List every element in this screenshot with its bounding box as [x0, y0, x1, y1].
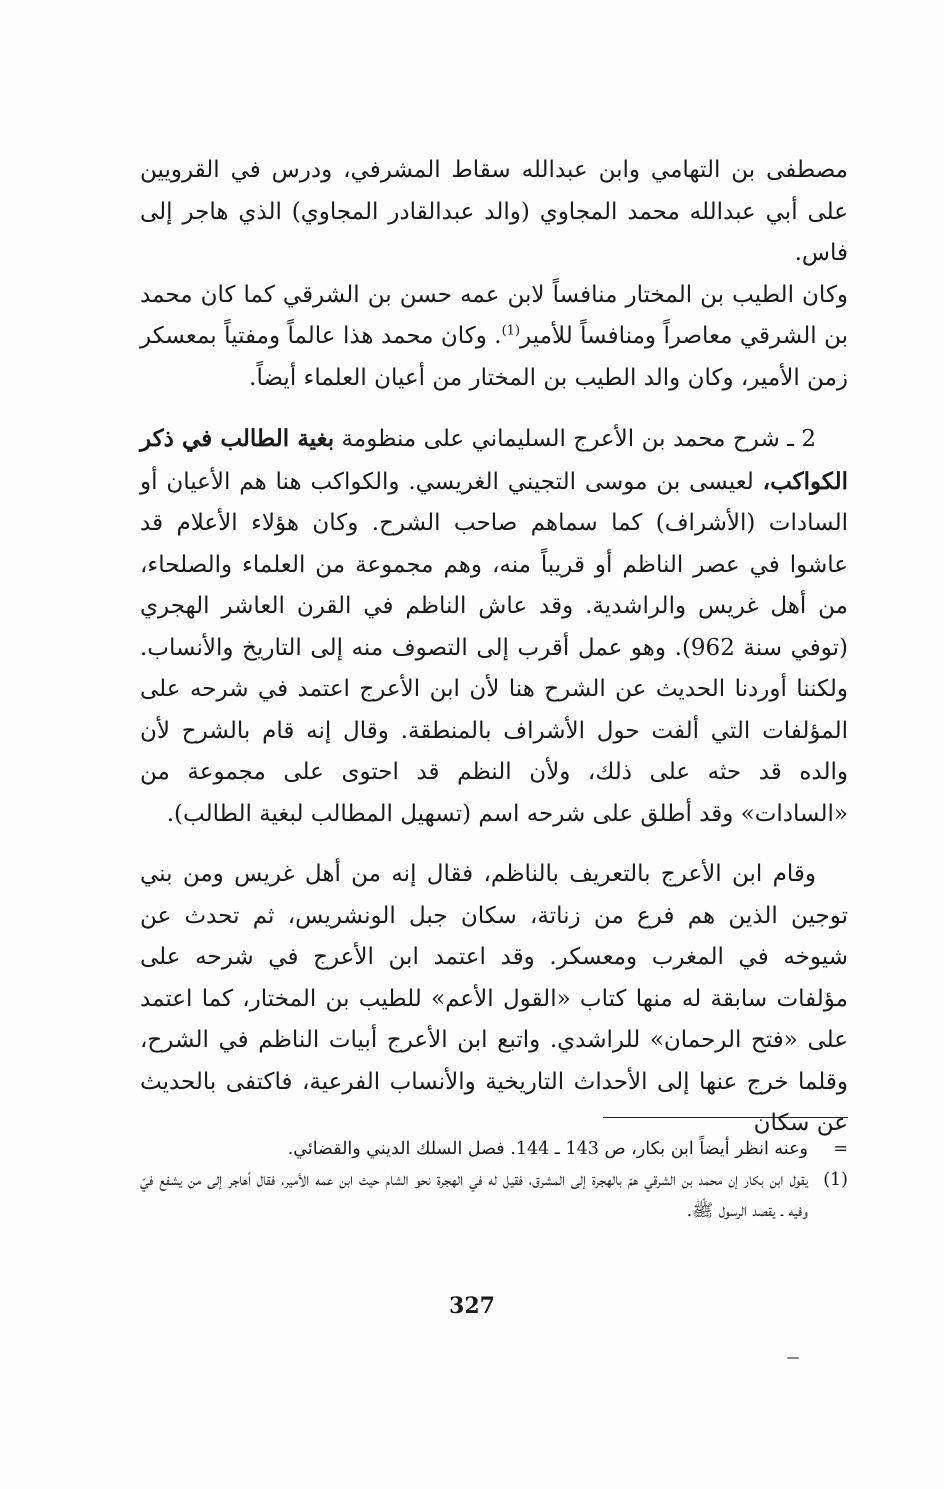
footnote-divider	[603, 1117, 848, 1118]
paragraph-3	[140, 418, 848, 835]
paragraph-2	[140, 275, 848, 400]
paragraph-3-text-plain-2: لعيسى بن موسى التجيني الغريسي. والكواكب هنا هم الأعيان أو السادات (الأشراف) كما سماهم صاحب الشرح. وكان هؤلاء الأعلام قد عاشوا في عصر الناظم أو قريباً منه، وهم مجموعة من العلماء والصلحاء، من أهل غريس والراشدية. وقد عاش الناظم في القرن العاشر الهجري (توفي سنة 962). وهو عمل أقرب إلى التصوف منه إلى التاريخ والأنساب. ولكننا أوردنا الحديث عن الشرح هنا لأن ابن الأعرج اعتمد في شرحه على المؤلفات التي ألفت حول الأشراف بالمنطقة. وقال إنه قام بالشرح لأن والده قد حثه على ذلك، ولأن النظم قد احتوى على مجموعة من «السادات» وقد أطلق على شرحه اسم (تسهيل المطالب لبغية الطالب).	[140, 468, 848, 827]
scan-speck	[787, 1357, 799, 1359]
paragraph-1	[140, 150, 848, 275]
page-number: 327	[449, 1293, 495, 1319]
footnote-continued	[140, 1134, 848, 1165]
footnote-continuation-marker: =	[833, 1139, 848, 1159]
paragraph-3-text-plain-1: شرح محمد بن الأعرج السليماني على منظومة	[334, 426, 788, 452]
paragraph-1-text: مصطفى بن التهامي وابن عبدالله سقاط المشرفي، ودرس في القرويين على أبي عبدالله محمد المجاوي (والد عبدالقادر المجاوي) الذي هاجر إلى فاس.	[140, 157, 849, 266]
footnotes	[140, 1134, 848, 1227]
footnote-continued-text: وعنه انظر أيضاً ابن بكار، ص 143 ـ 144. فصل السلك الديني والقضائي.	[287, 1139, 808, 1159]
paragraph-2-text-before: وكان الطيب بن المختار منافساً لابن عمه حسن بن الشرقي كما كان محمد بن الشرقي معاصراً ومنافساً للأمير	[140, 281, 848, 349]
section-number: 2 ـ	[787, 426, 817, 452]
book-title: بغية الطالب في ذكر الكواكب،	[140, 425, 848, 495]
footnote-1-marker: (1)	[823, 1170, 848, 1190]
paragraph-2-text-after: . وكان محمد هذا عالماً ومفتياً بمعسكر زمن الأمير، وكان والد الطيب بن المختار من أعيان العلماء أيضاً.	[140, 323, 848, 391]
footnote-1	[140, 1165, 848, 1227]
paragraph-4-text: وقام ابن الأعرج بالتعريف بالناظم، فقال إنه من أهل غريس ومن بني توجين الذين هم فرع من زناتة، سكان جبل الونشريس، ثم تحدث عن شيوخه في المغرب ومعسكر. وقد اعتمد ابن الأعرج في شرحه على مؤلفات سابقة له منها كتاب «القول الأعم» للطيب بن المختار، كما اعتمد على «فتح الرحمان» للراشدي. واتبع ابن الأعرج أبيات الناظم في الشرح، وقلما خرج عنها إلى الأحداث التاريخية والأنساب الفرعية، فاكتفى بالحديث عن سكان	[140, 861, 848, 1136]
paragraph-4	[140, 854, 848, 1145]
footnote-reference[interactable]: (1)	[501, 323, 521, 339]
footnote-1-text: يقول ابن بكار إن محمد بن الشرقي همّ بالهجرة إلى المشرق، فقيل له في الهجرة نحو الشام حيث ابن عمه الأمير، فقال أهاجر إلى من يشفع فيّ وفيه ـ يقصد الرسول ﷺ.	[140, 1170, 808, 1221]
body-text	[140, 150, 848, 1164]
